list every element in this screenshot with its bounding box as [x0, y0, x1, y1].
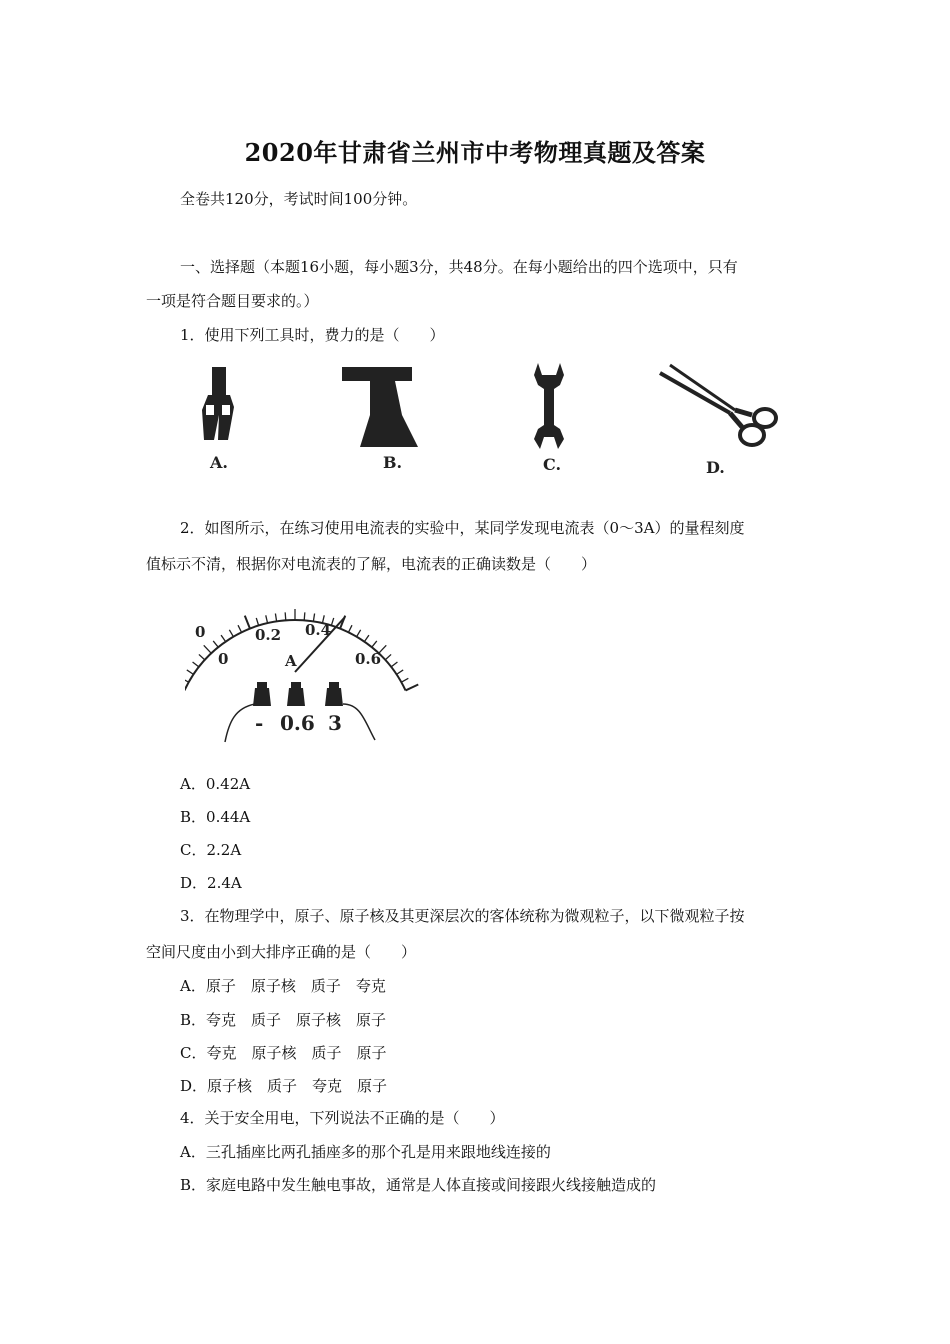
meter-tick: [229, 630, 233, 637]
terminal-label-3: 3: [328, 711, 342, 735]
meter-tick: [385, 654, 391, 659]
meter-tick: [304, 612, 305, 620]
meter-tick: [348, 625, 352, 632]
question-3-option-d: D．原子核 质子 夸克 原子: [180, 1077, 388, 1095]
tool-b-opener-icon: [342, 367, 418, 447]
tool-d-label: D.: [706, 458, 725, 477]
question-2-stem-line1: 2．如图所示，在练习使用电流表的实验中，某同学发现电流表（0～3A）的量程刻度: [180, 519, 745, 537]
wire-left: [225, 704, 255, 742]
question-3-option-a: A．原子 原子核 质子 夸克: [180, 977, 386, 995]
page-title: 2020年甘肃省兰州市中考物理真题及答案: [244, 138, 706, 167]
tool-c-label: C.: [543, 455, 562, 474]
meter-tick: [204, 645, 212, 653]
terminal-0-6-icon: [287, 682, 305, 706]
terminal-label-negative: -: [255, 711, 264, 735]
scale-label-0-2: 0.2: [255, 626, 282, 644]
question-3-stem-line2: 空间尺度由小到大排序正确的是（ ）: [146, 943, 417, 961]
meter-tick: [364, 635, 369, 642]
section-heading-line1: 一、选择题（本题16小题，每小题3分，共48分。在每小题给出的四个选项中，只有: [180, 258, 738, 276]
question-4-option-b: B．家庭电路中发生触电事故，通常是人体直接或间接跟火线接触造成的: [180, 1176, 657, 1194]
question-3-option-c: C．夸克 原子核 质子 原子: [180, 1044, 387, 1062]
terminal-label-0-6: 0.6: [280, 711, 315, 735]
section-heading-line2: 一项是符合题目要求的。）: [146, 292, 319, 310]
meter-tick: [213, 641, 218, 647]
question-2-stem-line2: 值标示不清，根据你对电流表的了解，电流表的正确读数是（ ）: [146, 555, 597, 573]
meter-tick: [331, 618, 333, 626]
wire-right: [343, 704, 375, 740]
inner-label-0: 0: [218, 650, 229, 668]
meter-tick: [238, 625, 242, 632]
meter-tick: [372, 641, 377, 647]
tool-a-label: A.: [210, 453, 228, 472]
question-1-tools-figure: [170, 355, 790, 485]
tool-d-scissors-icon: [660, 365, 776, 445]
meter-tick: [357, 630, 361, 637]
exam-intro: 全卷共120分，考试时间100分钟。: [180, 190, 418, 208]
inner-label-0-6: 0.6: [355, 650, 382, 668]
meter-tick: [193, 662, 199, 667]
meter-tick: [391, 662, 397, 667]
question-1-stem: 1．使用下列工具时，费力的是（ ）: [180, 326, 445, 344]
terminal-negative-icon: [253, 682, 271, 706]
scale-label-0: 0: [195, 623, 206, 641]
question-2-option-c: C．2.2A: [180, 841, 242, 859]
meter-tick: [185, 678, 189, 682]
meter-tick: [221, 635, 226, 642]
ammeter-figure: [185, 592, 425, 752]
question-2-option-a: A．0.42A: [180, 775, 251, 793]
meter-tick: [187, 670, 194, 674]
tool-c-wrench-icon: [534, 363, 564, 449]
meter-tick: [275, 613, 276, 621]
meter-tick: [397, 670, 404, 674]
tool-a-pliers-icon: [202, 367, 234, 440]
question-3-stem-line1: 3．在物理学中，原子、原子核及其更深层次的客体统称为微观粒子，以下微观粒子按: [180, 907, 745, 925]
unit-label: A: [285, 652, 297, 670]
meter-tick: [406, 685, 419, 691]
meter-tick: [245, 616, 250, 629]
tool-b-label: B.: [383, 453, 403, 472]
question-2-option-d: D．2.4A: [180, 874, 242, 892]
meter-tick: [199, 654, 205, 659]
question-4-stem: 4．关于安全用电，下列说法不正确的是（ ）: [180, 1109, 505, 1127]
meter-tick: [256, 618, 258, 626]
question-3-option-b: B．夸克 质子 原子核 原子: [180, 1011, 387, 1029]
scale-label-0-4: 0.4: [305, 621, 332, 639]
meter-tick: [266, 615, 268, 623]
question-2-option-b: B．0.44A: [180, 808, 251, 826]
meter-tick: [285, 612, 286, 620]
question-4-option-a: A．三孔插座比两孔插座多的那个孔是用来跟地线连接的: [180, 1143, 551, 1161]
meter-tick: [401, 678, 408, 682]
terminal-3-icon: [325, 682, 343, 706]
